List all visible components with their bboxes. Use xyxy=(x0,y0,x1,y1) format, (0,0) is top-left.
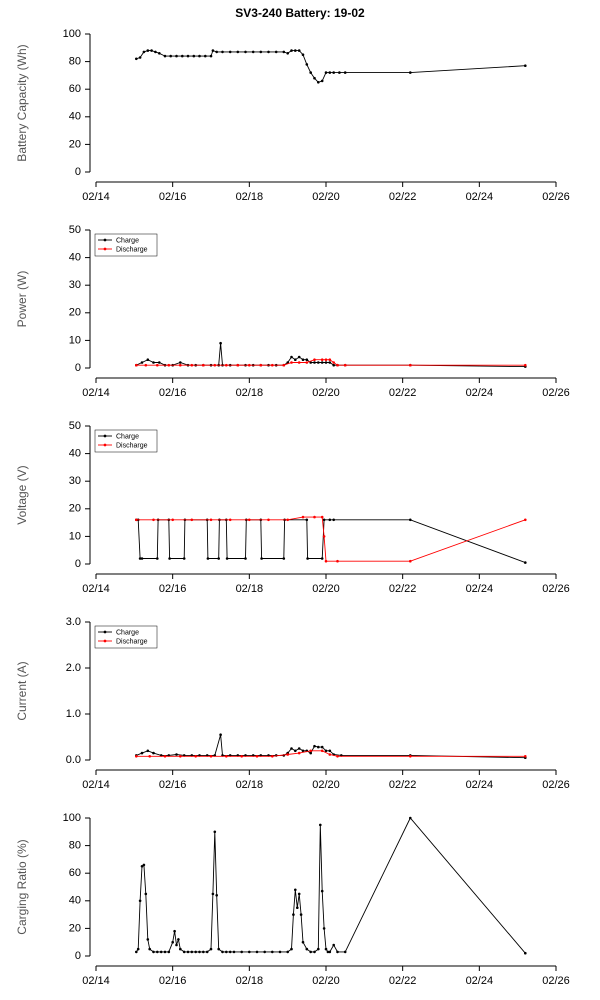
svg-text:Discharge: Discharge xyxy=(116,638,148,646)
svg-text:30: 30 xyxy=(68,475,81,488)
page-title: SV3-240 Battery: 19-02 xyxy=(235,6,365,20)
svg-text:02/14: 02/14 xyxy=(82,779,110,791)
svg-text:02/24: 02/24 xyxy=(465,387,494,399)
svg-text:1.0: 1.0 xyxy=(65,707,81,720)
svg-text:02/24: 02/24 xyxy=(465,191,494,203)
svg-text:02/14: 02/14 xyxy=(82,191,110,203)
svg-text:0: 0 xyxy=(74,361,81,374)
svg-text:10: 10 xyxy=(68,334,81,347)
svg-text:02/20: 02/20 xyxy=(312,779,340,791)
svg-text:02/20: 02/20 xyxy=(312,583,340,595)
svg-text:02/18: 02/18 xyxy=(235,191,264,203)
svg-text:Power (W): Power (W) xyxy=(15,270,29,328)
svg-text:02/16: 02/16 xyxy=(158,975,187,987)
svg-text:Charge: Charge xyxy=(116,629,139,637)
svg-text:50: 50 xyxy=(68,223,81,236)
chart-panel xyxy=(0,20,600,216)
svg-text:02/24: 02/24 xyxy=(465,779,494,791)
svg-text:100: 100 xyxy=(62,811,81,824)
svg-text:02/20: 02/20 xyxy=(312,191,340,203)
svg-text:Voltage (V): Voltage (V) xyxy=(15,465,29,525)
svg-text:02/16: 02/16 xyxy=(158,779,187,791)
svg-text:0: 0 xyxy=(74,165,81,178)
svg-text:20: 20 xyxy=(68,922,81,935)
svg-text:Discharge: Discharge xyxy=(116,246,148,254)
svg-text:3.0: 3.0 xyxy=(65,615,81,628)
chart-panel xyxy=(0,804,600,1000)
svg-text:60: 60 xyxy=(68,867,81,880)
svg-text:100: 100 xyxy=(62,27,81,40)
svg-text:20: 20 xyxy=(68,306,81,319)
svg-text:02/18: 02/18 xyxy=(235,779,264,791)
svg-text:02/16: 02/16 xyxy=(158,387,187,399)
svg-text:0: 0 xyxy=(74,557,81,570)
chart-panel xyxy=(0,608,600,804)
svg-text:02/20: 02/20 xyxy=(312,387,340,399)
svg-text:02/22: 02/22 xyxy=(388,975,417,987)
svg-text:40: 40 xyxy=(68,894,81,907)
svg-text:Charge: Charge xyxy=(116,433,139,441)
svg-text:Charge: Charge xyxy=(116,237,139,245)
svg-text:50: 50 xyxy=(68,419,81,432)
svg-text:02/16: 02/16 xyxy=(158,191,187,203)
svg-text:02/24: 02/24 xyxy=(465,975,494,987)
svg-text:02/22: 02/22 xyxy=(388,387,417,399)
svg-text:Current (A): Current (A) xyxy=(15,661,29,721)
svg-text:02/18: 02/18 xyxy=(235,975,264,987)
svg-text:20: 20 xyxy=(68,502,81,515)
svg-text:40: 40 xyxy=(68,447,81,460)
svg-text:02/22: 02/22 xyxy=(388,779,417,791)
svg-text:0: 0 xyxy=(74,949,81,962)
svg-text:02/18: 02/18 xyxy=(235,387,264,399)
svg-text:02/26: 02/26 xyxy=(542,583,570,595)
svg-text:80: 80 xyxy=(68,839,81,852)
svg-text:02/14: 02/14 xyxy=(82,387,110,399)
svg-text:02/22: 02/22 xyxy=(388,583,417,595)
svg-text:02/26: 02/26 xyxy=(542,975,570,987)
svg-text:30: 30 xyxy=(68,279,81,292)
svg-text:2.0: 2.0 xyxy=(65,661,81,674)
svg-text:02/24: 02/24 xyxy=(465,583,494,595)
svg-text:80: 80 xyxy=(68,55,81,68)
chart-panel xyxy=(0,412,600,608)
svg-text:02/14: 02/14 xyxy=(82,975,110,987)
svg-text:02/14: 02/14 xyxy=(82,583,110,595)
svg-text:02/26: 02/26 xyxy=(542,191,570,203)
svg-text:02/20: 02/20 xyxy=(312,975,340,987)
svg-text:10: 10 xyxy=(68,530,81,543)
svg-text:02/22: 02/22 xyxy=(388,191,417,203)
svg-text:60: 60 xyxy=(68,83,81,96)
svg-text:Carging Ratio (%): Carging Ratio (%) xyxy=(15,839,29,935)
svg-text:02/26: 02/26 xyxy=(542,387,570,399)
svg-text:02/16: 02/16 xyxy=(158,583,187,595)
svg-text:02/18: 02/18 xyxy=(235,583,264,595)
chart-panel xyxy=(0,216,600,412)
svg-text:0.0: 0.0 xyxy=(65,753,81,766)
svg-text:Discharge: Discharge xyxy=(116,442,148,450)
svg-text:40: 40 xyxy=(68,110,81,123)
svg-text:02/26: 02/26 xyxy=(542,779,570,791)
svg-text:20: 20 xyxy=(68,138,81,151)
svg-text:40: 40 xyxy=(68,251,81,264)
svg-text:Battery Capacity (Wh): Battery Capacity (Wh) xyxy=(15,44,29,162)
